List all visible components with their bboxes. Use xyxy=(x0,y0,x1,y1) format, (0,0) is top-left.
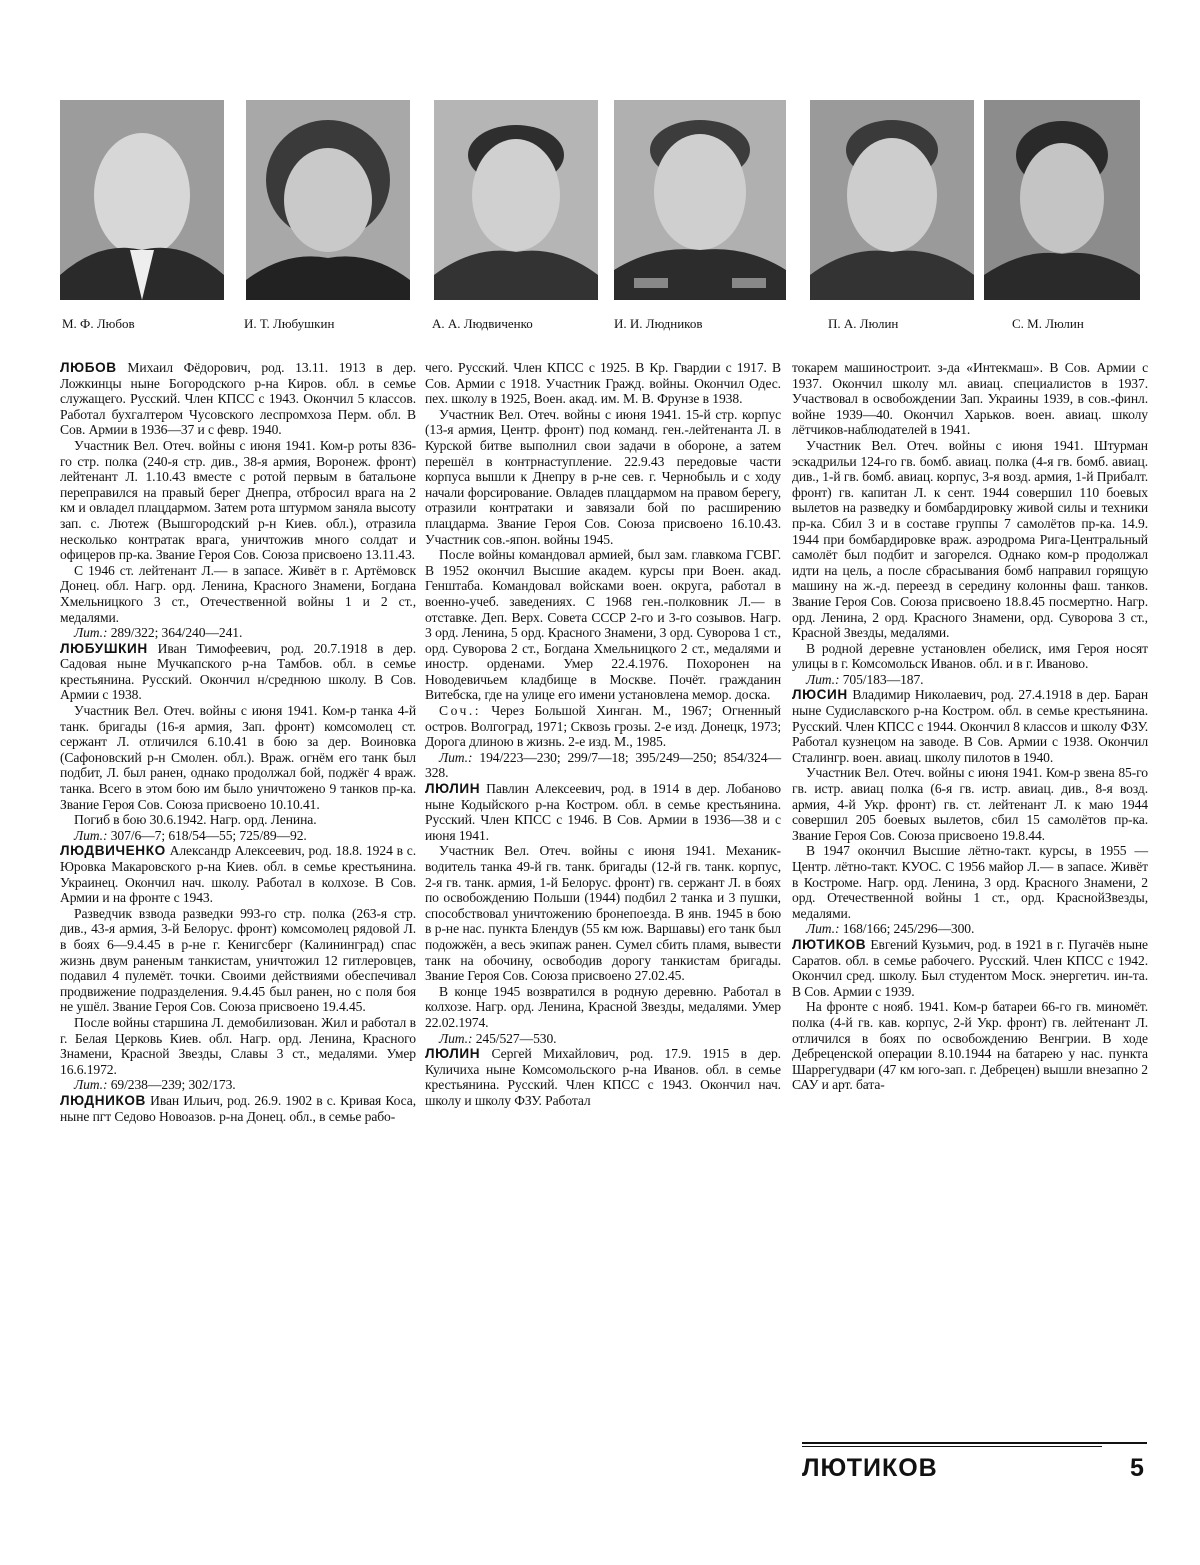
literature-label: Лит.: xyxy=(439,749,473,765)
literature-refs: 168/166; 245/296—300. xyxy=(839,921,975,937)
entry-lyutikov xyxy=(792,937,1148,999)
paragraph: На фронте с нояб. 1941. Ком-р батареи 66-го гв. миномёт. полка (4-й гв. кав. корпус, 2-й Укр. фронт) гв. лейтенант Л. отличился в боях по освобождению Венгрии. В ходе Дебреценской операции 8.10.1944 на батарею у нас. пункта Шаррегудвари (47 км юго-зап. г. Дебрецен) вышли внезапно 2 САУ и арт. бата- xyxy=(792,999,1148,1093)
entry-text: Владимир Николаевич, род. 27.4.1918 в дер. Баран ныне Судиславского р-на Костром. обл. в семье крестьянина. Русский. Член КПСС с 1944. Окончил 8 классов и школу ФЗУ. Работал кузнецом на заводе. В Сов. Армии с 1938. Окончил Сталингр. воен. авиац. школу пилотов в 1940. xyxy=(792,687,1148,765)
paragraph: Погиб в бою 30.6.1942. Нагр. орд. Ленина. xyxy=(74,812,317,828)
entry-lyubov xyxy=(60,360,416,438)
text-column-2 xyxy=(425,360,781,1109)
entry-text: Евгений Кузьмич, род. в 1921 в г. Пугачёв ныне Саратов. обл. в семье рабочего. Русский. Член КПСС с 1942. Окончил сред. школу. Был студентом Моск. энергетич. ин-та. В Сов. Армии с 1939. xyxy=(792,936,1148,999)
literature xyxy=(792,921,1148,937)
literature xyxy=(60,625,416,641)
entry-lyulin-p xyxy=(425,781,781,843)
headword: ЛЮТИКОВ xyxy=(792,936,867,952)
literature-refs: 307/6—7; 618/54—55; 725/89—92. xyxy=(107,827,307,843)
entry-text: Александр Алексеевич, род. 18.8. 1924 в с. Юровка Макаровского р-на Киев. обл. в семье крестьянина. Украинец. Окончил нач. школу. Работал в колхозе. В Сов. Армии и на фронте с 1943. xyxy=(60,843,416,906)
literature xyxy=(425,1031,781,1047)
works-list: Через Большой Хинган. М., 1967; Огненный остров. Волгоград, 1971; Сквозь грозы. 2-е изд. Донецк, 1973; Дорога длиною в жизнь. 2-е изд. М., 1985. xyxy=(425,703,781,750)
page-number: 5 xyxy=(1130,1454,1144,1482)
literature xyxy=(60,1077,416,1093)
entry-text: Павлин Алексеевич, род. в 1914 в дер. Лобаново ныне Кодыйского р-на Костром. обл. в семье крестьянина. Русский. Член КПСС с 1946. В Сов. Армии в 1936—38 и с июня 1941. xyxy=(425,781,781,843)
paragraph: Участник Вел. Отеч. войны с июня 1941. Механик-водитель танка 49-й гв. танк. бригады (12-й гв. танк. корпус, 2-я гв. танк. армия, 1-й Белорус. фронт) гв. сержант Л. в боях по освобождению Польши (1944) подбил 2 танка и 3 пушки, способствовал уничтожению бронепоезда. В янв. 1945 в бою в р-не нас. пункта Блендув (55 км юж. Варшавы) его танк был подожжён, а весь экипаж ранен. Сумел сбить пламя, вывести танк на обочину, освободив дорогу танкистам бригады. Звание Героя Сов. Союза присвоено 27.02.45. xyxy=(425,843,781,984)
text-column-3 xyxy=(792,360,1148,1093)
headword: ЛЮСИН xyxy=(792,687,848,703)
paragraph: чего. Русский. Член КПСС с 1925. В Кр. Гвардии с 1917. В Сов. Армии с 1918. Участник Гражд. войны. Окончил Одес. пех. школу в 1925, Воен. акад. им. М. В. Фрунзе в 1938. xyxy=(425,360,781,407)
literature-refs: 289/322; 364/240—241. xyxy=(107,625,243,641)
caption-lyulin-p: П. А. Люлин xyxy=(828,316,899,331)
headword: ЛЮДНИКОВ xyxy=(60,1092,146,1108)
literature-label: Лит.: xyxy=(74,827,108,843)
paragraph: С 1946 ст. лейтенант Л.— в запасе. Живёт в г. Артёмовск Донец. обл. Нагр. орд. Ленина, Красного Знамени, Богдана Хмельницкого 3 ст., Отечественной войны 1 и 2 ст., медалями. xyxy=(60,562,416,625)
paragraph: В родной деревне установлен обелиск, имя Героя носят улицы в г. Комсомольск Иванов. обл. и в г. Иваново. xyxy=(792,640,1148,672)
paragraph: Участник Вел. Отеч. войны с июня 1941. Ком-р роты 836-го стр. полка (240-я стр. див., 38-я армия, Воронеж. фронт) лейтенант Л. 1.10.43 вместе с ротой первым в батальоне переправился на правый берег Днепра, отбросил врага на 2 км и овладел плацдармом. Затем рота штурмом заняла высоту зап. с. Лютеж (Вышгородский р-н Киев. обл.), отразила несколько контратак врага, уничтожив много солдат и офицеров пр-ка. Звание Героя Сов. Союза присвоено 13.11.43. xyxy=(60,437,416,563)
paragraph: После войны командовал армией, был зам. главкома ГСВГ. В 1952 окончил Высшие академ. курсы при Воен. акад. Генштаба. Командовал войсками воен. округа, работал в военно-учеб. заведениях. С 1968 ген.-полковник Л.— в отставке. Деп. Верх. Совета СССР 2-го и 3-го созывов. Нагр. 3 орд. Ленина, 5 орд. Красного Знамени, 3 орд. Суворова 1 ст., орд. Суворова 2 ст., Богдана Хмельницкого 2 ст., медалями и иностр. орденами. Умер 22.4.1976. Похоронен на Новодевичьем кладбище в Москве. Почёт. гражданин Витебска, где на улице его имени установлена мемор. доска. xyxy=(425,547,781,703)
paragraph: Разведчик взвода разведки 993-го стр. полка (263-я стр. див., 43-я армия, 3-й Белорус. фронт) комсомолец рядовой Л. в боях 6—9.4.45 в р-не г. Кенигсберг (Калининград) спас жизнь двум раненым танкистам, уничтожил 12 гитлеровцев, подавил 4 пулемёт. точки. Своими действиями обеспечивал продвижение подразделения. 9.4.45 был ранен, но с поля боя не ушёл. Звание Героя Сов. Союза присвоено 19.4.45. xyxy=(60,905,416,1015)
entry-lyulin-s xyxy=(425,1046,781,1108)
running-head: ЛЮТИКОВ xyxy=(802,1454,938,1482)
caption-ludnikov: И. И. Людников xyxy=(614,316,703,331)
entry-ludnikov xyxy=(60,1093,416,1124)
paragraph: В 1947 окончил Высшие лётно-такт. курсы, в 1955 — Центр. лётно-такт. КУОС. С 1956 майор Л.— в запасе. Живёт в Костроме. Нагр. орд. Ленина, 3 орд. Красного Знамени, 2 орд. Отечественной войны 1 ст., орд. КраснойЗвезды, медалями. xyxy=(792,843,1148,921)
paragraph: Участник Вел. Отеч. войны с июня 1941. 15-й стр. корпус (13-я армия, Центр. фронт) под команд. ген.-лейтенанта Л. в Курской битве выполнил свои задачи в обороне, а затем перешёл в контрнаступление. 22.9.43 передовые части корпуса вышли к Днепру в р-не сев. г. Чернобыль и с ходу начали форсирование. Овладев плацдармом на правом берегу, отразили контратаки и завязали бой по расширению плацдарма. Звание Героя Сов. Союза присвоено 16.10.43. Участник сов.-япон. войны 1945. xyxy=(425,406,781,547)
entry-text: Иван Ильич, род. 26.9. 1902 в с. Кривая Коса, ныне пгт Седово Новоазов. р-на Донец. обл., в семье рабо- xyxy=(60,1092,416,1124)
literature-label: Лит.: xyxy=(806,671,840,687)
literature-refs: 69/238—239; 302/173. xyxy=(107,1077,236,1093)
literature xyxy=(60,828,416,844)
literature xyxy=(425,750,781,781)
headword: ЛЮЛИН xyxy=(425,781,481,797)
paragraph: После войны старшина Л. демобилизован. Жил и работал в г. Белая Церковь Киев. обл. Нагр. орд. Ленина, Красного Знамени, Красной Звезды, Славы 3 ст., медалями. Умер 16.6.1972. xyxy=(60,1014,416,1077)
paragraph: Участник Вел. Отеч. войны с июня 1941. Ком-р звена 85-го гв. истр. авиац полка (6-я гв. истр. авиац. див., 8-я возд. армия, 4-й Укр. фронт) гв. ст. лейтенант Л. к маю 1944 совершил 205 боевых вылетов, сбил 15 самолётов пр-ка. Звание Героя Сов. Союза присвоено 19.8.44. xyxy=(792,765,1148,843)
literature-label: Лит.: xyxy=(439,1030,473,1046)
portrait-lyubushkin xyxy=(246,100,410,300)
portrait-ludvichenko xyxy=(434,100,598,300)
literature-label: Лит.: xyxy=(74,1077,108,1093)
paragraph: В конце 1945 возвратился в родную деревню. Работал в колхозе. Нагр. орд. Ленина, Красной Звезды, медалями. Умер 22.02.1974. xyxy=(425,983,781,1030)
text-column-1 xyxy=(60,360,416,1124)
caption-ludvichenko: А. А. Людвиченко xyxy=(432,316,533,331)
paragraph: Участник Вел. Отеч. войны с июня 1941. Ком-р танка 4-й танк. бригады (16-я армия, Зап. фронт) комсомолец ст. сержант Л. отличился 6.10.41 в бою за дер. Воиновка (Сафоновский р-н Смолен. обл.). Враж. огнём его танк был подбит, Л. был ранен, однако продолжал бой, поджёг 4 враж. танка. Всего в этом бою им было уничтожено 9 танков пр-ка. Звание Героя Сов. Союза присвоено 10.10.41. xyxy=(60,703,416,812)
footer-rule-thin xyxy=(802,1446,1102,1447)
entry-text: Сергей Михайлович, род. 17.9. 1915 в дер. Куличиха ныне Комсомольского р-на Иванов. обл. в семье крестьянина. Русский. Член КПСС с 1943. Окончил нач. школу и школу ФЗУ. Работал xyxy=(425,1046,781,1108)
portrait-lyulin-p xyxy=(810,100,974,300)
literature xyxy=(792,672,1148,688)
paragraph: токарем машиностроит. з-да «Интекмаш». В Сов. Армии с 1937. Окончил школу мл. авиац. специалистов в 1937. Участвовал в освобождении Зап. Украины 1939, в сов.-финл. войне 1939—40. Окончил Харьков. воен. авиац. школу лётчиков-наблюдателей в 1941. xyxy=(792,360,1148,438)
entry-text: Михаил Фёдорович, род. 13.11. 1913 в дер. Ложкинцы ныне Богородского р-на Киров. обл. в семье служащего. Русский. Член КПСС с 1943. Окончил 5 классов. Работал бухгалтером Чусовского леспромхоза Перм. обл. В Сов. Армии в 1936—37 и с февр. 1940. xyxy=(60,360,416,438)
literature-refs: 194/223—230; 299/7—18; 395/249—250; 854/324—328. xyxy=(425,749,781,781)
caption-lyubov: М. Ф. Любов xyxy=(62,316,135,331)
portrait-lyubov xyxy=(60,100,224,300)
caption-lyubushkin: И. Т. Любушкин xyxy=(244,316,335,331)
works xyxy=(425,703,781,750)
caption-lyulin-s: С. М. Люлин xyxy=(1012,316,1084,331)
paragraph: Участник Вел. Отеч. войны с июня 1941. Штурман эскадрильи 124-го гв. бомб. авиац. полка (4-я гв. бомб. авиац. див., 1-й гв. бомб. авиац. корпус, 3-я возд. армия, 1-й Прибалт. фронт) гв. капитан Л. к сент. 1944 совершил 110 боевых вылетов на разведку и бомбардировку живой силы и техники пр-ка. Сбил 3 и в составе группы 7 самолётов пр-ка. 14.9. 1944 при бомбардировке враж. аэродрома Рига-Центральный самолёт был подбит и загорелся. Однако ком-р продолжал идти на цель, а после сбрасывания бомб направил горящую машину на ж.-д. переезд в середину колонны фаш. танков. Звание Героя Сов. Союза присвоено 18.8.45 посмертно. Нагр. орд. Ленина, 2 орд. Красного Знамени, орд. Суворова 3 ст., Красной Звезды, медалями. xyxy=(792,437,1148,641)
works-label: Соч.: xyxy=(439,703,482,719)
portrait-ludnikov xyxy=(614,100,786,300)
headword: ЛЮЛИН xyxy=(425,1046,481,1062)
literature-refs: 245/527—530. xyxy=(472,1030,557,1046)
literature-label: Лит.: xyxy=(74,625,108,641)
portrait-lyulin-s xyxy=(984,100,1140,300)
literature-label: Лит.: xyxy=(806,921,840,937)
entry-ludvichenko xyxy=(60,843,416,905)
entry-text: Иван Тимофеевич, род. 20.7.1918 в дер. Садовая ныне Мучкапского р-на Тамбов. обл. в семье крестьянина. Русский. Окончил н/среднюю школу. В Сов. Армии с 1938. xyxy=(60,640,416,703)
literature-refs: 705/183—187. xyxy=(839,671,924,687)
headword: ЛЮБОВ xyxy=(60,360,117,375)
headword: ЛЮБУШКИН xyxy=(60,640,148,656)
entry-lyubushkin xyxy=(60,641,416,703)
footer-rule xyxy=(802,1442,1147,1444)
portrait-row xyxy=(60,100,1140,300)
entry-lyusin xyxy=(792,687,1148,765)
headword: ЛЮДВИЧЕНКО xyxy=(60,843,166,859)
